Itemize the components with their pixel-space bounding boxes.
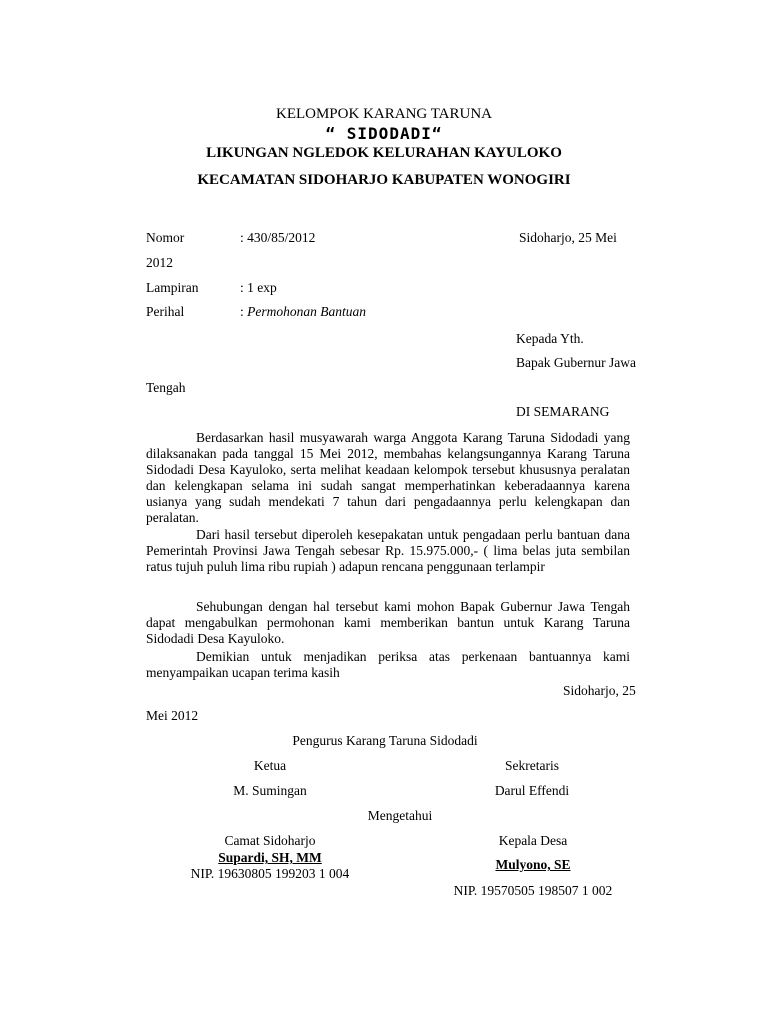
body-paragraph-2	[146, 527, 630, 575]
perihal-label: Perihal	[146, 304, 185, 319]
kades-name: Mulyono, SE	[495, 857, 571, 872]
sekretaris-title: Sekretaris	[505, 758, 559, 773]
lampiran-value: : 1 exp	[240, 280, 277, 295]
sekretaris-name: Darul Effendi	[494, 783, 570, 798]
kades-nip: NIP. 19570505 198507 1 002	[453, 883, 613, 898]
body-paragraph-4	[146, 649, 630, 681]
header-district: KECAMATAN SIDOHARJO KABUPATEN WONOGIRI	[197, 172, 571, 188]
place-date: Sidoharjo, 25 Mei	[519, 230, 617, 245]
camat-name: Supardi, SH, MM	[218, 850, 322, 865]
perihal-value: Permohonan Bantuan	[247, 304, 367, 319]
nomor-value: : 430/85/2012	[240, 230, 316, 245]
recipient-name-cont: Tengah	[146, 380, 186, 395]
camat-nip: NIP. 19630805 199203 1 004	[190, 866, 350, 881]
nomor-label: Nomor	[146, 230, 185, 245]
header-neighborhood: LIKUNGAN NGLEDOK KELURAHAN KAYULOKO	[206, 145, 562, 161]
ketua-name: M. Sumingan	[233, 783, 307, 798]
recipient-name: Bapak Gubernur Jawa	[516, 355, 636, 370]
perihal-colon: :	[240, 304, 248, 319]
body-paragraph-3	[146, 599, 630, 647]
camat-title: Camat Sidoharjo	[224, 833, 316, 848]
kades-title: Kepala Desa	[498, 833, 568, 848]
body-paragraph-3-text: Sehubungan dengan hal tersebut kami mohon Bapak Gubernur Jawa Tengah dapat mengabulkan permohonan kami memberikan bantun untuk Karang Taruna Sidodadi Desa Kayuloko.	[146, 599, 630, 646]
closing-place-date: Sidoharjo, 25	[563, 683, 636, 698]
closing-place-date-cont: Mei 2012	[146, 708, 199, 723]
perihal-field	[240, 304, 366, 320]
recipient-city: DI SEMARANG	[516, 404, 610, 419]
place-date-year: 2012	[146, 255, 173, 270]
recipient-greeting: Kepada Yth.	[516, 331, 584, 346]
body-paragraph-4-text: Demikian untuk menjadikan periksa atas perkenaan bantuannya kami menyampaikan ucapan terima kasih	[146, 649, 630, 680]
header-org-name: “ SIDODADI“	[325, 124, 443, 143]
body-paragraph-2-text: Dari hasil tersebut diperoleh kesepakatan untuk pengadaan perlu bantuan dana Pemerintah Provinsi Jawa Tengah sebesar Rp. 15.975.000,- ( lima belas juta sembilan ratus tujuh puluh lima ribu rupiah ) adapun rencana penggunaan terlampir	[146, 527, 630, 574]
body-paragraph-1	[146, 430, 630, 526]
ketua-title: Ketua	[253, 758, 287, 773]
mengetahui-label: Mengetahui	[367, 808, 433, 823]
lampiran-label: Lampiran	[146, 280, 199, 295]
closing-organization: Pengurus Karang Taruna Sidodadi	[292, 733, 478, 748]
body-paragraph-1-text: Berdasarkan hasil musyawarah warga Anggota Karang Taruna Sidodadi yang dilaksanakan pada tanggal 15 Mei 2012, membahas kelangsungannya Karang Taruna Sidodadi Desa Kayuloko, serta melihat keadaan kelompok tersebut khususnya peralatan dan kelengkapan selama ini sudah sangat memperhatinkan keberadaannya karena usianya yang sudah mendekati 7 tahun dari pengadaannya perlu kelengkapan dan peralatan.	[146, 430, 630, 525]
header-org-type: KELOMPOK KARANG TARUNA	[275, 106, 493, 122]
